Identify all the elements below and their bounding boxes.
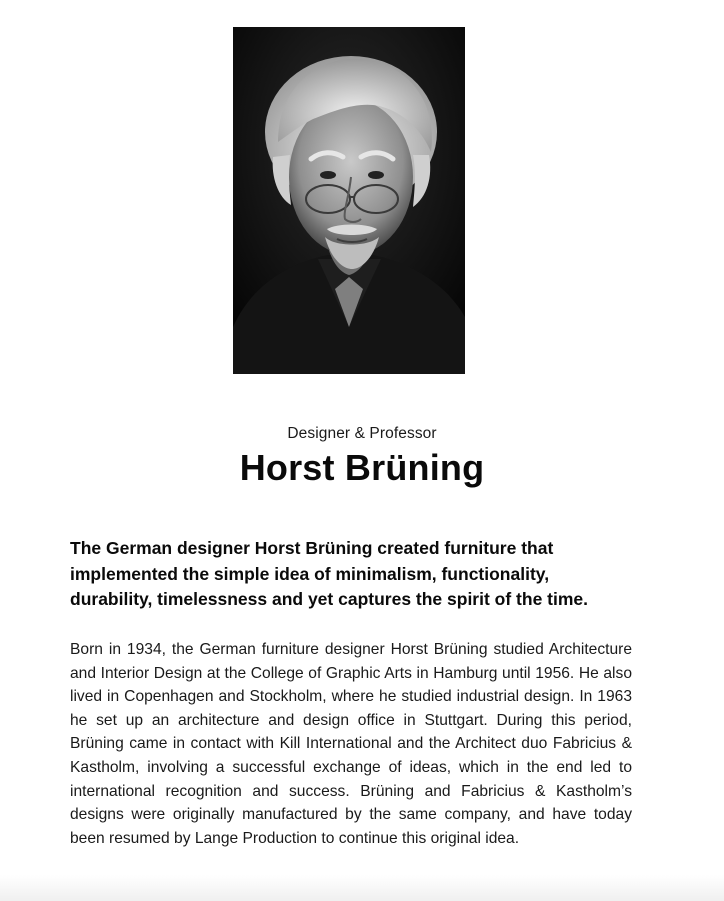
bottom-divider — [0, 875, 724, 901]
lead-paragraph: The German designer Horst Brüning created furniture that implemented the simple idea of minimalism, functionality, durability, timelessness and yet captures the spirit of the time. — [70, 538, 589, 609]
page-title: Horst Brüning — [239, 447, 485, 488]
portrait-image — [233, 27, 465, 374]
portrait-photo — [233, 27, 465, 374]
biography-paragraph: Born in 1934, the German furniture designer Horst Brüning studied Architecture and Interior Design at the College of Graphic Arts in Hamburg until 1956. He also lived in Copenhagen and Stockholm, where he studied industrial design. In 1963 he set up an architecture and design office in Stuttgart. During this period, Brüning came in contact with Kill International and the Architect duo Fabricius & Kastholm, involving a successful exchange of ideas, which in the end led to international recognition and success. Brüning and Fabricius & Kastholm’s designs were originally manufactured by the same company, and have today been resumed by Lange Production to continue this original idea. — [70, 641, 632, 847]
role-subtitle: Designer & Professor — [287, 425, 437, 442]
